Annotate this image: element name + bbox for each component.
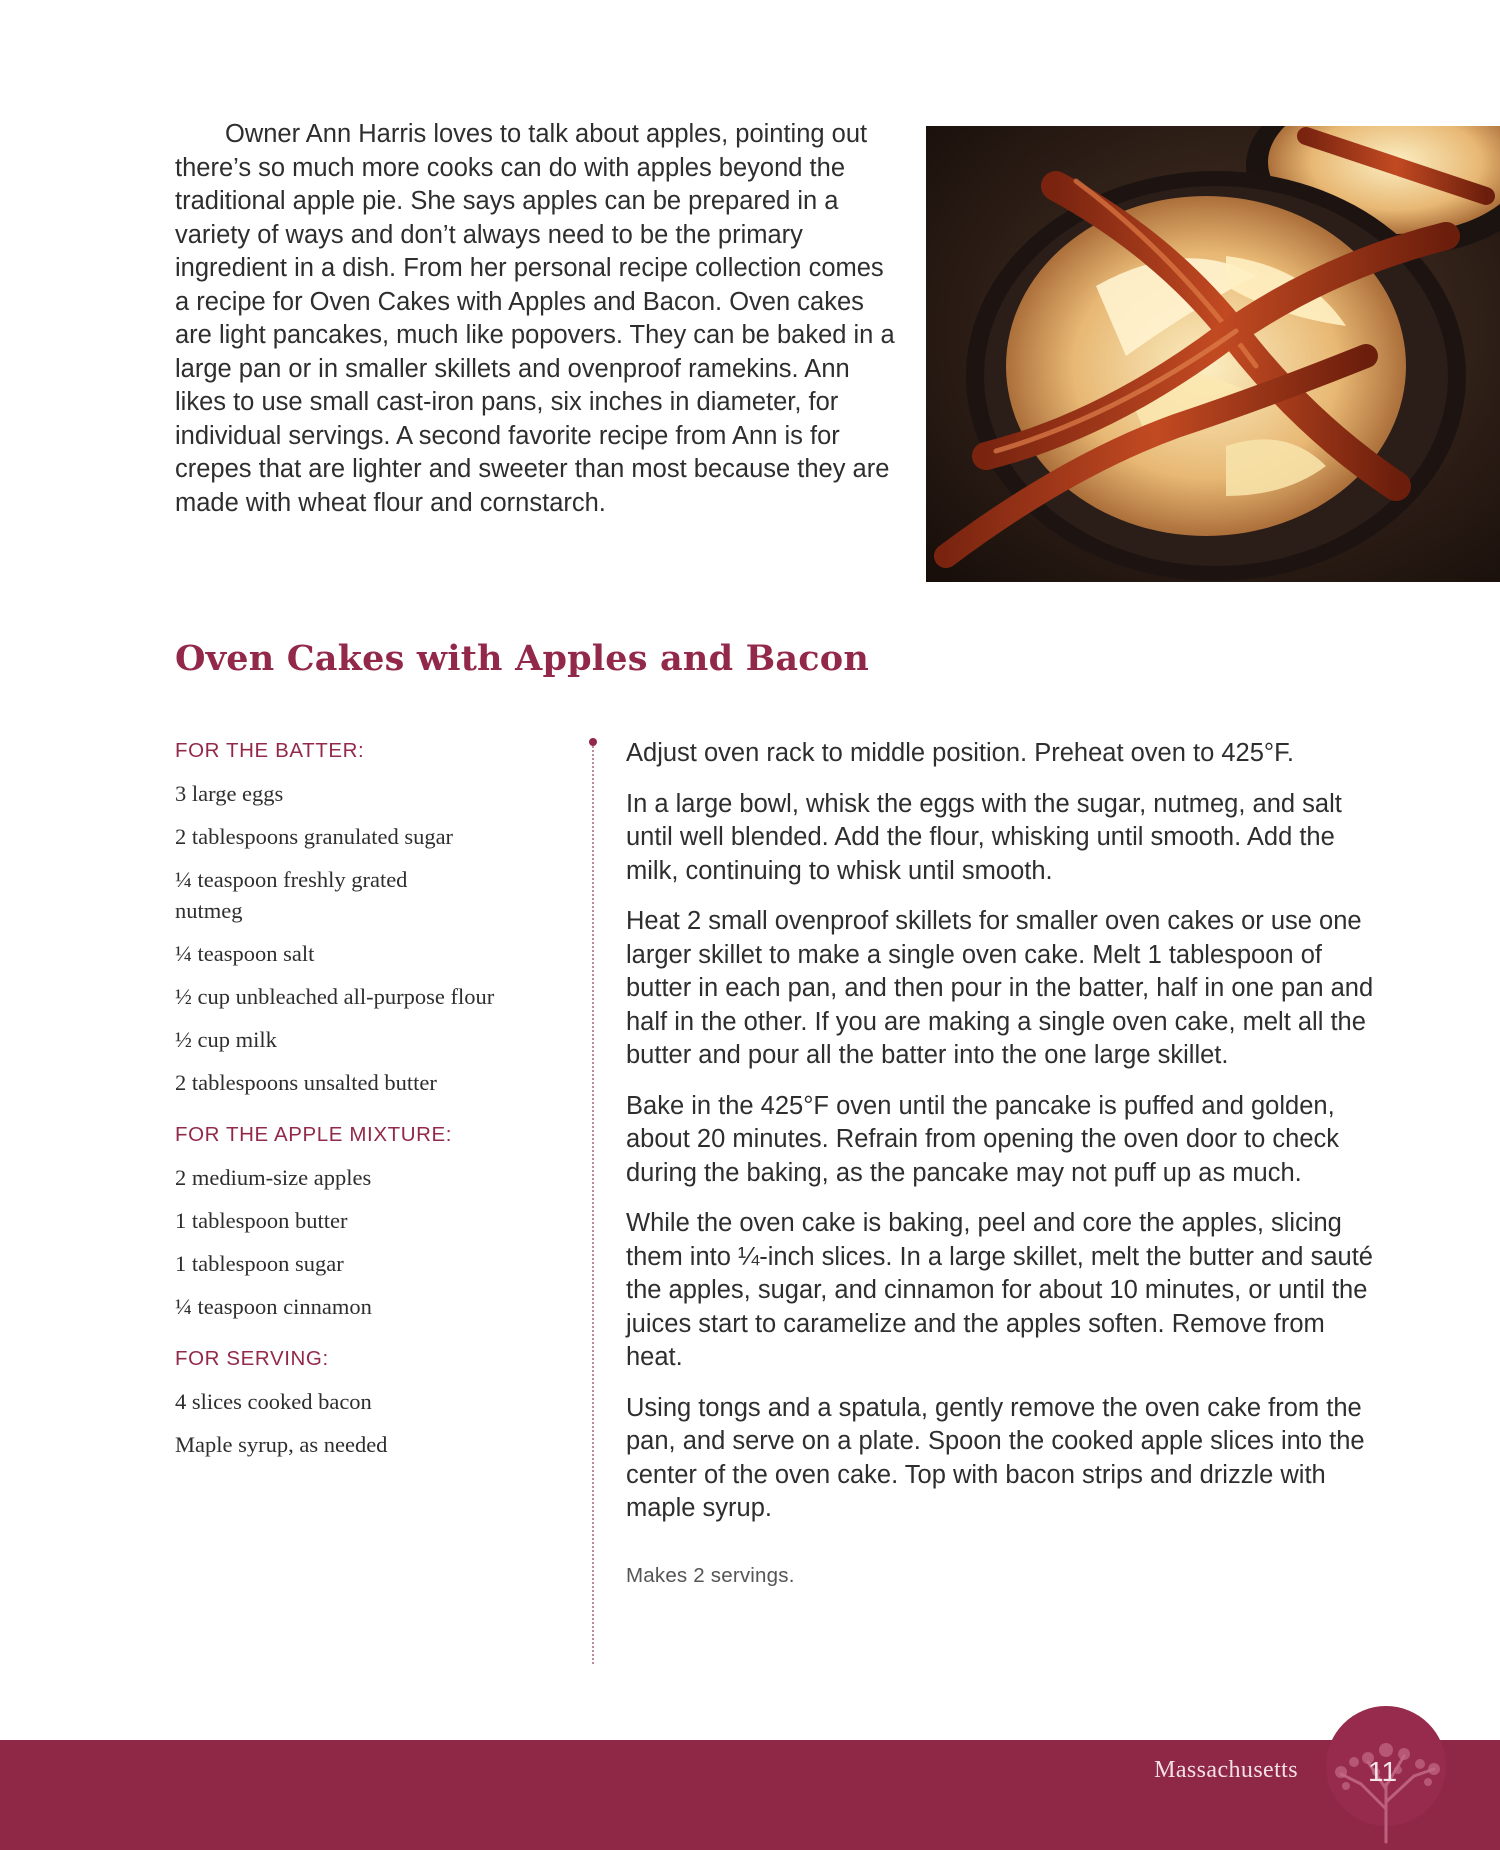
ingredient-list [175,778,545,1098]
ingredient-item: ½ cup unbleached all-purpose flour [175,984,495,1009]
ingredient-item: 2 tablespoons granulated sugar [175,824,454,849]
intro-paragraph: Owner Ann Harris loves to talk about apples, pointing out there’s so much more cooks can do with apples beyond the traditional apple pie. She says apples can be prepared in a variety of ways and don’t always need to be the primary ingredient in a dish. From her personal recipe collection comes a recipe for Oven Cakes with Apples and Bacon. Oven cakes are light pancakes, much like popovers. They can be baked in a large pan or in smaller skillets and ovenproof ramekins. Ann likes to use small cast-iron pans, six inches in diameter, for individual servings. A second favorite recipe from Ann is for crepes that are lighter and sweeter than most because they are made with wheat flour and cornstarch. [175,120,895,517]
oven-cake-photo [926,126,1500,582]
divider-dot [589,738,597,746]
footer-state-name: Massachusetts [1154,1757,1298,1783]
page-number: 11 [1368,1756,1398,1787]
ingredients-column [175,738,545,1472]
ingredient-item: ¼ teaspoon freshly grated nutmeg [175,867,408,923]
ingredient-list [175,1162,545,1322]
ingredient-group-batter [175,738,545,1098]
ingredient-item: 3 large eggs [175,781,284,806]
ingredient-item: ¼ teaspoon salt [175,941,315,966]
instruction-step: Using tongs and a spatula, gently remove the oven cake from the pan, and serve on a plate. Spoon the cooked apple slices into the center of the oven cake. Top with bacon strips and drizzle with maple syrup. [626,1393,1365,1522]
ingredient-item: 4 slices cooked bacon [175,1389,372,1414]
ingredient-item: 2 tablespoons unsalted butter [175,1070,437,1095]
instruction-step: Bake in the 425°F oven until the pancake is puffed and golden, about 20 minutes. Refrain from opening the oven door to check during the baking, as the pancake may not puff up as much. [626,1091,1340,1187]
ingredient-group-heading: FOR THE APPLE MIXTURE: [175,1123,453,1146]
ingredient-item: ¼ teaspoon cinnamon [175,1294,372,1319]
ingredient-group-heading: FOR THE BATTER: [175,739,365,762]
ingredient-item: 2 medium-size apples [175,1165,372,1190]
instruction-step: Adjust oven rack to middle position. Preheat oven to 425°F. [626,739,1294,767]
ingredient-group-apple-mixture [175,1122,545,1322]
ingredient-item: ½ cup milk [175,1027,277,1052]
recipe-title: Oven Cakes with Apples and Bacon [175,638,869,679]
ingredient-list [175,1386,545,1460]
column-divider [592,746,594,1664]
ingredient-item: 1 tablespoon sugar [175,1251,344,1276]
recipe-yield: Makes 2 servings. [626,1563,795,1587]
ingredient-group-heading: FOR SERVING: [175,1347,329,1370]
instruction-step: While the oven cake is baking, peel and core the apples, slicing them into ¼-inch slices. In a large skillet, melt the butter and sauté the apples, sugar, and cinnamon for about 10 minutes, or until the juices start to caramelize and the apples soften. Remove from heat. [626,1209,1373,1371]
instruction-step: Heat 2 small ovenproof skillets for smaller oven cakes or use one larger skillet to make a single oven cake. Melt 1 tablespoon of butter in each pan, and then pour in the batter, half in one pan and half in the other. If you are making a single oven cake, melt all the butter and pour all the batter into the one large skillet. [626,907,1374,1069]
instruction-step: In a large bowl, whisk the eggs with the sugar, nutmeg, and salt until well blended. Add the flour, whisking until smooth. Add the milk, continuing to whisk until smooth. [626,789,1342,885]
ingredient-group-serving [175,1346,545,1460]
ingredient-item: 1 tablespoon butter [175,1208,348,1233]
instructions-column [626,737,1376,1588]
ingredient-item: Maple syrup, as needed [175,1432,388,1457]
